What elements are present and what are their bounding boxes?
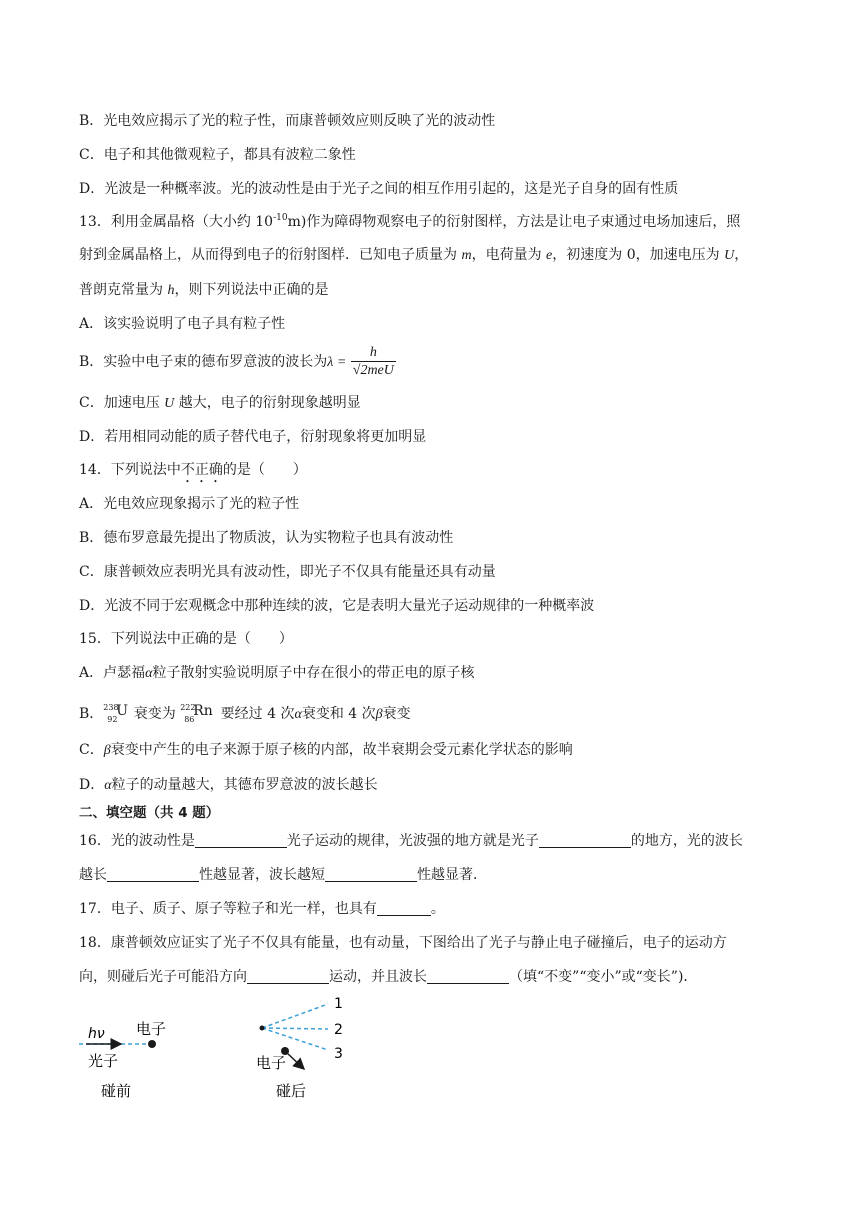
electron-label-after: 电子 bbox=[256, 1054, 287, 1072]
q13-stem-line1: 13．利用金属晶格（大小约 $10^{-10}m$)作为障碍物观察电子的衍射图样，方法是让电子束通过电场加速后，照 bbox=[79, 213, 741, 230]
after-caption: 碰后 bbox=[276, 1082, 307, 1100]
q16-line2: 越长 性越显著，波长越短 性越显著． bbox=[79, 867, 487, 883]
uranium-nuclide: 238 92 U bbox=[103, 703, 129, 724]
q18-line2: 向，则碰后光子可能沿方向 运动，并且波长 （填“不变”“变小”或“变长”)． bbox=[79, 969, 698, 985]
direction-1-label: 1 bbox=[334, 996, 343, 1012]
q15-stem: 15．下列说法中正确的是（ ） bbox=[79, 631, 293, 647]
q15-option-d: D．α粒子的动量越大，其德布罗意波的波长越长 bbox=[79, 777, 378, 793]
q13-stem-line2: 射到金属晶格上，从而得到电子的衍射图样．已知电子质量为 m，电荷量为 e，初速度为 0，加速电压为 U， bbox=[79, 247, 749, 263]
q12-option-c: C．电子和其他微观粒子，都具有波粒二象性 bbox=[79, 147, 356, 163]
before-caption: 碰前 bbox=[101, 1082, 132, 1100]
q18-line1: 18．康普顿效应证实了光子不仅具有能量，也有动量，下图给出了光子与静止电子碰撞后，电子的运动方 bbox=[79, 935, 727, 951]
q12-option-b: B．光电效应揭示了光的粒子性，而康普顿效应则反映了光的波动性 bbox=[79, 113, 496, 129]
q17-line: 17．电子、质子、原子等粒子和光一样，也具有 。 bbox=[79, 901, 445, 917]
electron-label-before: 电子 bbox=[136, 1020, 167, 1038]
q15-option-b: B． 238 92 U 衰变为 222 86 Rn 要经过 4 次α衰变和 4 次β衰变 bbox=[79, 703, 411, 724]
emphasis-dots: 不正确 bbox=[180, 462, 223, 478]
direction-3-line bbox=[262, 1028, 328, 1050]
q14-option-c: C．康普顿效应表明光具有波动性，即光子不仅具有能量还具有动量 bbox=[79, 564, 496, 580]
q13-option-c: C．加速电压 U 越大，电子的衍射现象越明显 bbox=[79, 395, 361, 411]
section-heading: 二、填空题（共 4 题） bbox=[79, 805, 220, 821]
q14-option-d: D．光波不同于宏观概念中那种连续的波，它是表明大量光子运动规律的一种概率波 bbox=[79, 598, 595, 614]
hv-label: hν bbox=[88, 1026, 105, 1042]
direction-3-label: 3 bbox=[334, 1046, 343, 1062]
direction-2-label: 2 bbox=[334, 1022, 343, 1038]
q13-option-a: A．该实验说明了电子具有粒子性 bbox=[79, 316, 286, 332]
direction-2-line bbox=[262, 1028, 328, 1029]
before-collision-diagram bbox=[79, 1020, 166, 1100]
electron-motion-arrow bbox=[286, 1052, 304, 1069]
q13-option-d: D．若用相同动能的质子替代电子，衍射现象将更加明显 bbox=[79, 429, 427, 445]
electron-dot-before bbox=[148, 1040, 156, 1048]
scatter-point bbox=[260, 1026, 265, 1031]
radon-nuclide: 222 86 Rn bbox=[180, 703, 213, 724]
q13-option-b: B．实验中电子束的德布罗意波的波长为λ = $\frac{h}{\text{√2meU}}$ bbox=[79, 344, 394, 378]
q14-option-a: A．光电效应现象揭示了光的粒子性 bbox=[79, 496, 300, 512]
q14-stem: 14．下列说法中不正确的是（ ） bbox=[79, 462, 307, 478]
after-collision-diagram bbox=[256, 996, 343, 1100]
q14-option-b: B．德布罗意最先提出了物质波，认为实物粒子也具有波动性 bbox=[79, 530, 454, 546]
q15-option-c: C．β衰变中产生的电子来源于原子核的内部，故半衰期会受元素化学状态的影响 bbox=[79, 742, 573, 758]
direction-1-line bbox=[262, 1004, 328, 1028]
q13-stem-line3: 普朗克常量为 h，则下列说法中正确的是 bbox=[79, 282, 329, 298]
q12-option-d: D．光波是一种概率波。光的波动性是由于光子之间的相互作用引起的，这是光子自身的固有性质 bbox=[79, 181, 679, 197]
photon-label: 光子 bbox=[88, 1052, 119, 1070]
q16-line1: 16．光的波动性是 光子运动的规律，光波强的地方就是光子 的地方，光的波长 bbox=[79, 833, 743, 849]
wavelength-formula: $\frac{h}{\text{√2meU}}$ bbox=[352, 344, 394, 378]
q15-option-a: A．卢瑟福α粒子散射实验说明原子中存在很小的带正电的原子核 bbox=[79, 665, 475, 681]
